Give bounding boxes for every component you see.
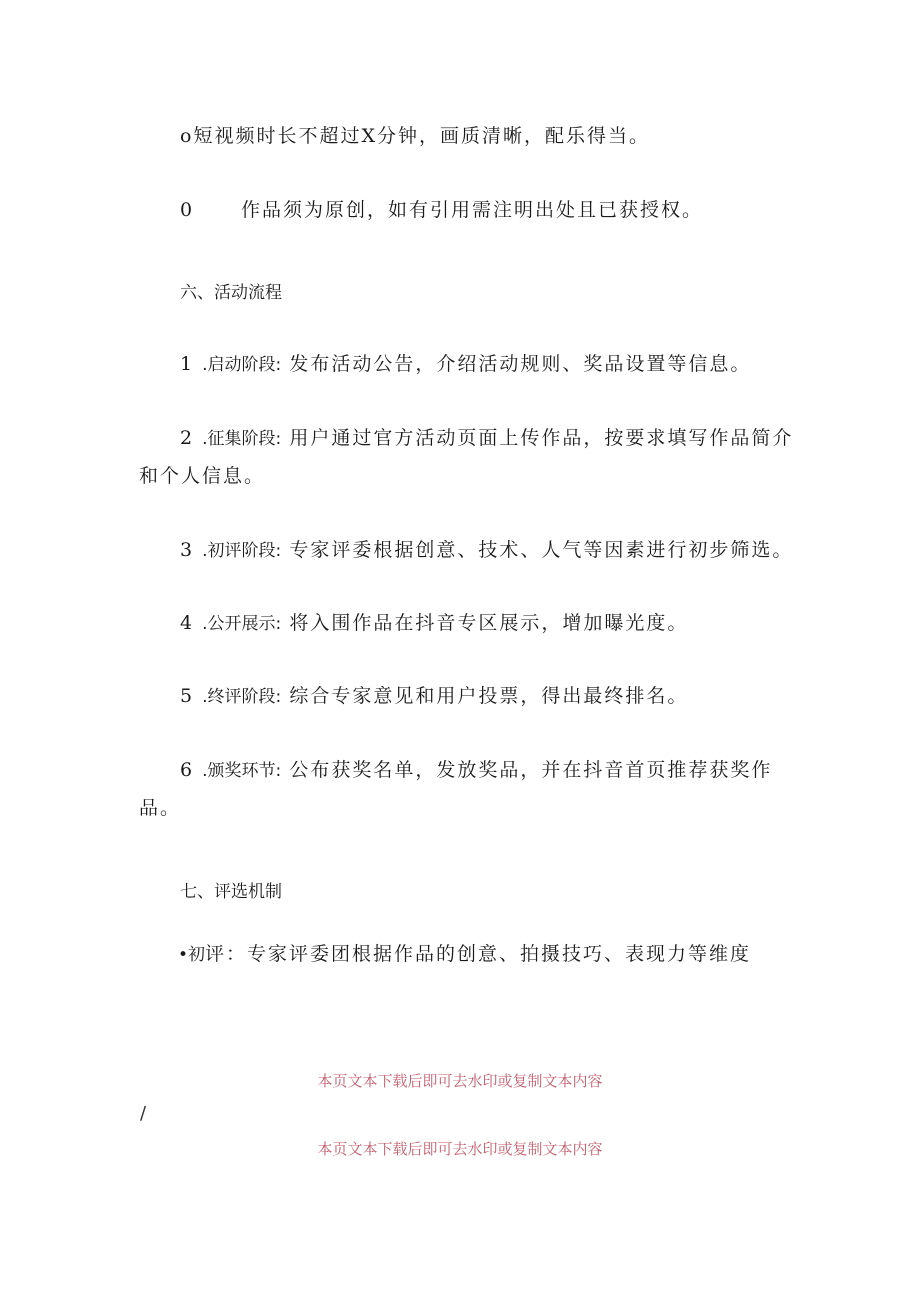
step-text: 公布获奖名单，发放奖品，并在抖音首页推荐获奖作 (289, 759, 773, 781)
process-step-2 (180, 426, 793, 451)
step-label: .启动阶段: (202, 355, 282, 375)
watermark-text: 本页文本下载后即可去水印或复制文本内容 (317, 1072, 603, 1090)
process-step-6-continued: 品。 (139, 797, 182, 819)
process-step-3 (180, 538, 793, 563)
step-number: 5 (180, 685, 195, 707)
section-heading-judging: 七、评选机制 (180, 882, 282, 902)
process-step-6 (180, 758, 772, 783)
step-label: .终评阶段: (202, 687, 282, 707)
section-heading-process: 六、活动流程 (180, 283, 282, 303)
watermark-text: 本页文本下载后即可去水印或复制文本内容 (317, 1140, 603, 1158)
judging-text: 评：专家评委团根据作品的创意、拍摄技巧、表现力等维度 (205, 943, 752, 965)
step-number: 1 (180, 353, 195, 375)
step-label: .初评阶段: (202, 541, 282, 561)
step-text: 用户通过官方活动页面上传作品，按要求填写作品简介 (289, 427, 794, 449)
step-label: .征集阶段: (202, 429, 282, 449)
step-number: 3 (180, 539, 195, 561)
requirement-original: 作品须为原创，如有引用需注明出处且已获授权。 (241, 199, 704, 221)
step-number: 4 (180, 612, 195, 634)
step-text: 发布活动公告，介绍活动规则、奖品设置等信息。 (289, 353, 752, 375)
requirement-original-marker: 0 (180, 199, 195, 221)
step-label: .颁奖环节: (202, 761, 282, 781)
step-text: 综合专家意见和用户投票，得出最终排名。 (289, 685, 689, 707)
judging-preliminary (178, 942, 751, 967)
process-step-4 (180, 611, 688, 636)
step-label: .公开展示: (202, 614, 282, 634)
step-number: 2 (180, 427, 195, 449)
process-step-5 (180, 684, 688, 709)
judging-label: •初 (178, 945, 206, 965)
process-step-2-continued: 和个人信息。 (139, 465, 266, 487)
step-text: 将入围作品在抖音专区展示，增加曝光度。 (289, 612, 689, 634)
requirement-duration: o短视频时长不超过X分钟，画质清晰，配乐得当。 (180, 125, 650, 147)
step-text: 专家评委根据创意、技术、人气等因素进行初步筛选。 (289, 539, 794, 561)
slash-mark: / (140, 1103, 147, 1124)
step-number: 6 (180, 759, 195, 781)
process-step-1 (180, 352, 751, 377)
